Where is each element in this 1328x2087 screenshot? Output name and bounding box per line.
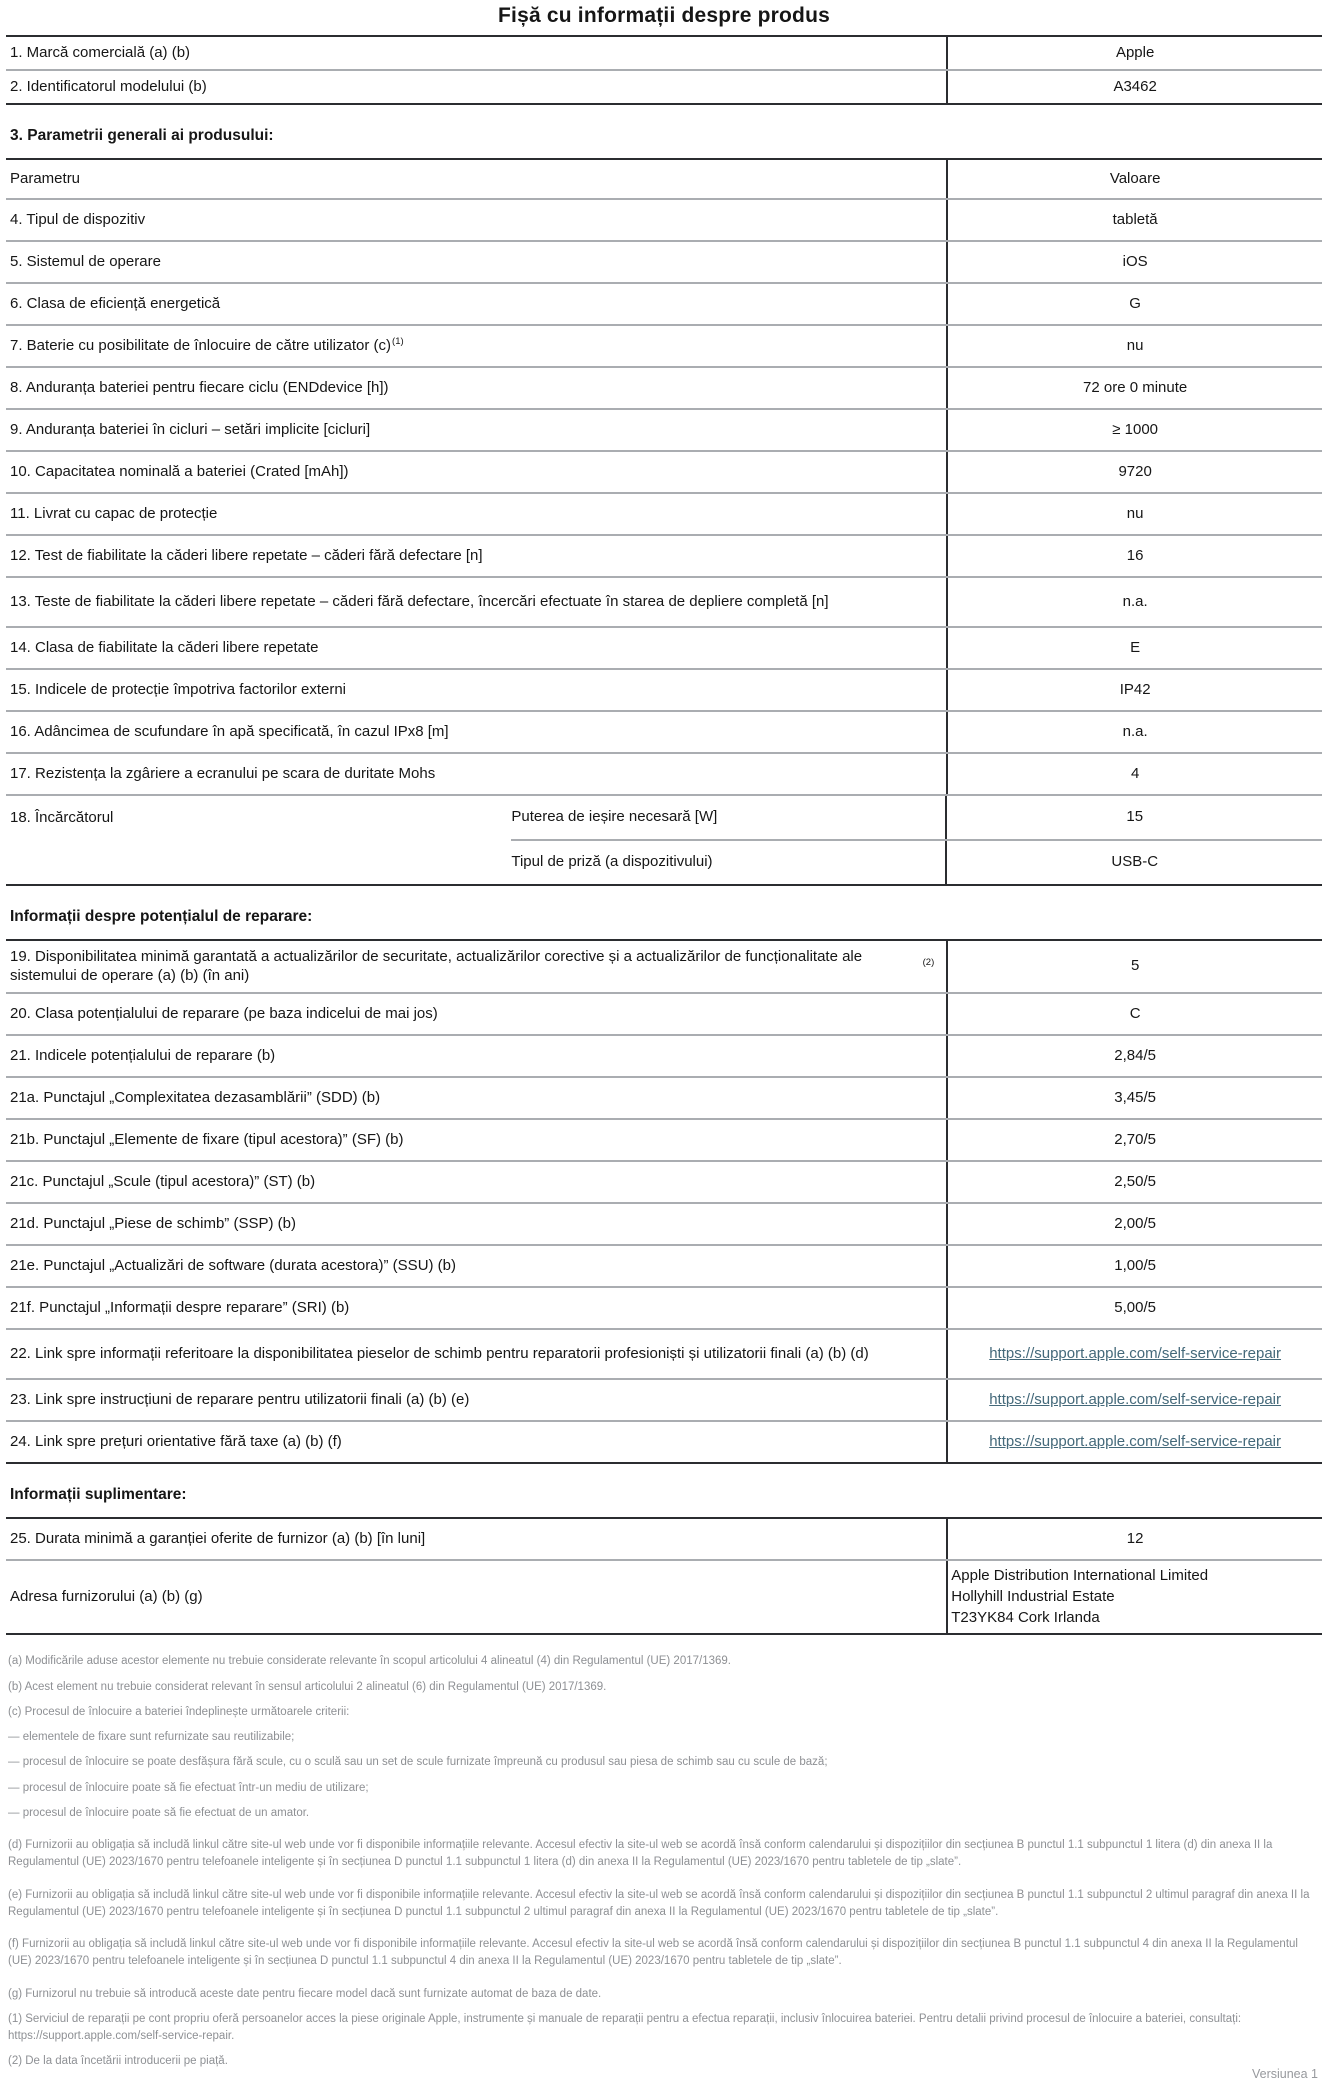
row-label: 25. Durata minimă a garanției oferite de furnizor (a) (b) [în luni] [6,1519,948,1559]
page-title: Fișă cu informații despre produs [498,4,830,27]
repair-instructions-link[interactable]: https://support.apple.com/self-service-repair [989,1391,1282,1409]
row-label: 22. Link spre informații referitoare la disponibilitatea pieselor de schimb pentru reparatorii profesioniști și utilizatorii finali (a) (b) (d) [6,1330,948,1378]
table-row [6,668,1322,710]
charger-subrow [511,796,1322,839]
row-label: 18. Încărcătorul [10,808,114,826]
row-value: 2,00/5 [1114,1215,1156,1233]
row-label: 15. Indicele de protecție împotriva factorilor externi [6,670,948,710]
row-label: 4. Tipul de dispozitiv [6,200,948,240]
row-value: 5 [1130,957,1140,975]
row-value: 9720 [1118,462,1152,480]
table-row [6,1286,1322,1328]
section-heading-general-parameters: 3. Parametrii generali ai produsului: [10,126,274,144]
row-value: 72 ore 0 minute [1083,378,1188,396]
table-row [6,534,1322,576]
table-row-supplier-address [6,1559,1322,1633]
row-label: 21b. Punctajul „Elemente de fixare (tipul acestora)” (SF) (b) [6,1120,948,1160]
supplier-address-lines [951,1566,1208,1628]
table-row [6,408,1322,450]
row-value [948,1422,1322,1462]
section-heading-repair-potential: Informații despre potențialul de reparare: [10,907,313,925]
row-label: 21a. Punctajul „Complexitatea dezasamblării” (SDD) (b) [6,1078,948,1118]
footnote-d: (d) Furnizorii au obligația să includă linkul către site-ul web unde vor fi disponibile informațiile relevante. Accesul efectiv la site-ul web se acordă însă conform calendarului și dispozițiilor din secțiunea B punctul 1.1 subpunctul 1 litera (d) din anexa II la Regulamentul (UE) 2023/1670 pentru telefoanele inteligente și în secțiunea D punctul 1.1 subpunctul 1 litera (d) din anexa II la Regulamentul (UE) 2023/1670 pentru tabletele de tip „slate”. [8,1839,1273,1869]
address-line: Apple Distribution International Limited [951,1567,1209,1585]
row-value: C [1129,1005,1141,1023]
table-row [6,992,1322,1034]
subrow-value: USB-C [1111,853,1159,871]
table-row [6,282,1322,324]
row-label: 21. Indicele potențialului de reparare (b) [6,1036,948,1076]
row-value: 5,00/5 [1114,1299,1156,1317]
footnotes [6,1653,1322,2070]
row-value: IP42 [1119,680,1151,698]
row-value: E [1130,638,1141,656]
section-heading-additional-info: Informații suplimentare: [10,1486,187,1504]
row-value: A3462 [1113,77,1157,95]
row-value: 4 [1130,764,1140,782]
repair-potential-table [6,939,1322,1465]
additional-info-table [6,1517,1322,1635]
row-label: 9. Anduranța bateriei în cicluri – setări implicite [cicluri] [6,410,948,450]
footnote-c-criterion: — procesul de înlocuire poate să fie efectuat într-un mediu de utilizare; [8,1781,369,1794]
row-label [6,941,948,993]
table-row [6,1244,1322,1286]
footnote-f: (f) Furnizorii au obligația să includă linkul către site-ul web unde vor fi disponibile informațiile relevante. Accesul efectiv la site-ul web se acordă însă conform calendarului și dispozițiilor din secțiunea B punctul 1.1 subpunctul 4 din anexa II la Regulamentul (UE) 2023/1670 pentru telefoanele inteligente și în secțiunea D punctul 1.1 subpunctul 4 din anexa II la Regulamentul (UE) 2023/1670 pentru tabletele de tip „slate”. [8,1938,1298,1968]
row-label: Adresa furnizorului (a) (b) (g) [6,1561,948,1633]
table-row [6,1034,1322,1076]
table-row [6,450,1322,492]
table-row [6,324,1322,366]
row-value: nu [1126,336,1144,354]
table-row [6,626,1322,668]
row-label: 21c. Punctajul „Scule (tipul acestora)” (ST) (b) [6,1162,948,1202]
table-row-charger [6,794,1322,884]
table-row-link [6,1378,1322,1420]
subrow-label: Puterea de ieșire necesară [W] [511,796,947,839]
row-label: 24. Link spre prețuri orientative fără taxe (a) (b) (f) [6,1422,948,1462]
table-row-link [6,1328,1322,1378]
table-row [6,492,1322,534]
row-label: 21f. Punctajul „Informații despre reparare” (SRI) (b) [6,1288,948,1328]
footnote-2: (2) De la data încetării introducerii pe piață. [8,2055,228,2068]
spare-parts-availability-link[interactable]: https://support.apple.com/self-service-repair [989,1345,1282,1363]
row-label: 20. Clasa potențialului de reparare (pe baza indicelui de mai jos) [6,994,948,1034]
subrow-label: Tipul de priză (a dispozitivului) [511,841,947,884]
row-value: 12 [1126,1530,1144,1548]
row-value: 2,70/5 [1114,1131,1156,1149]
row-label: 14. Clasa de fiabilitate la căderi libere repetate [6,628,948,668]
row-label: 12. Test de fiabilitate la căderi libere repetate – căderi fără defectare [n] [6,536,948,576]
supplier-address [948,1561,1322,1633]
footnote-c-criterion: — procesul de înlocuire se poate desfășura fără scule, cu o sculă sau un set de scule furnizate împreună cu produsul sau piesa de schimb sau cu scule de bază; [8,1756,828,1769]
table-header-row [6,160,1322,198]
table-row [6,752,1322,794]
subrow-value: 15 [1126,808,1144,826]
row-label: 13. Teste de fiabilitate la căderi libere repetate – căderi fără defectare, încercări efectuate în starea de depliere completă [n] [6,578,948,626]
row-label: 5. Sistemul de operare [6,242,948,282]
document-version: Versiunea 1 [1251,2066,1318,2081]
row-label: 8. Anduranța bateriei pentru fiecare ciclu (ENDdevice [h]) [6,368,948,408]
address-line: Hollyhill Industrial Estate [951,1587,1115,1605]
footnote-1: (1) Serviciul de reparații pe cont propriu oferă persoanelor acces la piese originale Apple, instrumente și manuale de reparații pentru a efectua reparații, inclusiv înlocuirea bateriei. Pentru detalii privind procesul de înlocuire a bateriei, consultați: https://support.apple.com/self-service-repair. [8,2012,1242,2042]
row-label: 21d. Punctajul „Piese de schimb” (SSP) (b) [6,1204,948,1244]
row-label-text: 19. Disponibilitatea minimă garantată a actualizărilor de securitate, actualizărilor corective și a actualizărilor de funcționalitate ale sistemului de operare (a) (b) (în ani) [10,947,863,985]
general-parameters-table [6,158,1322,886]
brand-model-table [6,35,1322,105]
table-row [6,1076,1322,1118]
footnote-c-criterion: — procesul de înlocuire poate să fie efectuat de un amator. [8,1806,310,1819]
footnote-marker: (1) [392,335,404,347]
row-label: 21e. Punctajul „Actualizări de software (durata acestora)” (SSU) (b) [6,1246,948,1286]
row-value: iOS [1122,252,1148,270]
footnote-c-criterion: — elementele de fixare sunt refurnizate sau reutilizabile; [8,1731,295,1743]
footnote-c: (c) Procesul de înlocuire a bateriei îndeplinește următoarele criterii: [8,1705,350,1718]
row-value: nu [1126,504,1144,522]
table-row [6,37,1322,69]
indicative-prices-link[interactable]: https://support.apple.com/self-service-repair [989,1433,1282,1451]
row-value: Apple [1115,44,1155,61]
row-label: 1. Marcă comercială (a) (b) [6,37,948,69]
row-value: 16 [1126,546,1144,564]
address-line: T23YK84 Cork Irlanda [951,1608,1100,1626]
row-value: 2,84/5 [1114,1047,1156,1065]
footnote-marker: (2) [922,956,935,968]
row-label: 10. Capacitatea nominală a bateriei (Crated [mAh]) [6,452,948,492]
table-row [6,1118,1322,1160]
column-header-parameter: Parametru [6,160,948,198]
row-value: 3,45/5 [1114,1089,1156,1107]
row-value: G [1129,294,1141,312]
row-value: n.a. [1122,722,1148,740]
row-value: n.a. [1122,592,1148,610]
row-label: 6. Clasa de eficiență energetică [6,284,948,324]
column-header-value: Valoare [1109,169,1161,187]
row-value [948,1380,1322,1420]
table-row [6,710,1322,752]
row-value: ≥ 1000 [1112,420,1159,438]
row-label [6,326,948,366]
footnote-a: (a) Modificările aduse acestor elemente nu trebuie considerate relevante în scopul articolului 4 alineatul (4) din Regulamentul (UE) 2017/1369. [8,1655,731,1668]
table-row [6,1519,1322,1559]
row-label: 11. Livrat cu capac de protecție [6,494,948,534]
table-row [6,576,1322,626]
footnote-b: (b) Acest element nu trebuie considerat relevant în sensul articolului 2 alineatul (6) din Regulamentul (UE) 2017/1369. [8,1680,607,1693]
row-label: 2. Identificatorul modelului (b) [6,71,948,103]
row-label: 16. Adâncimea de scufundare în apă specificată, în cazul IPx8 [m] [6,712,948,752]
table-row [6,366,1322,408]
table-row [6,198,1322,240]
charger-subtable [511,796,1322,884]
row-value [948,1330,1322,1378]
table-row-link [6,1420,1322,1462]
footnote-e: (e) Furnizorii au obligația să includă linkul către site-ul web unde vor fi disponibile informațiile relevante. Accesul efectiv la site-ul web se acordă însă conform calendarului și dispozițiilor din secțiunea B punctul 1.1 subpunctul 2 ultimul paragraf din anexa II la Regulamentul (UE) 2023/1670 pentru telefoanele inteligente și în secțiunea D punctul 1.1 subpunctul 2 ultimul paragraf din anexa II la Regulamentul (UE) 2023/1670 pentru tabletele de tip „slate”. [8,1888,1310,1918]
table-row [6,240,1322,282]
row-value: 1,00/5 [1114,1257,1156,1275]
table-row [6,941,1322,993]
table-row [6,1160,1322,1202]
row-value: tabletă [1112,210,1158,228]
table-row [6,69,1322,103]
table-row [6,1202,1322,1244]
row-value: 2,50/5 [1114,1173,1156,1191]
footnote-g: (g) Furnizorul nu trebuie să introducă aceste date pentru fiecare model dacă sunt furnizate automat de baza de date. [8,1987,602,2000]
charger-subrow [511,839,1322,884]
row-label-text: 7. Baterie cu posibilitate de înlocuire de către utilizator (c) [10,336,392,354]
row-label: 17. Rezistența la zgâriere a ecranului pe scara de duritate Mohs [6,754,948,794]
row-label: 23. Link spre instrucțiuni de reparare pentru utilizatorii finali (a) (b) (e) [6,1380,948,1420]
